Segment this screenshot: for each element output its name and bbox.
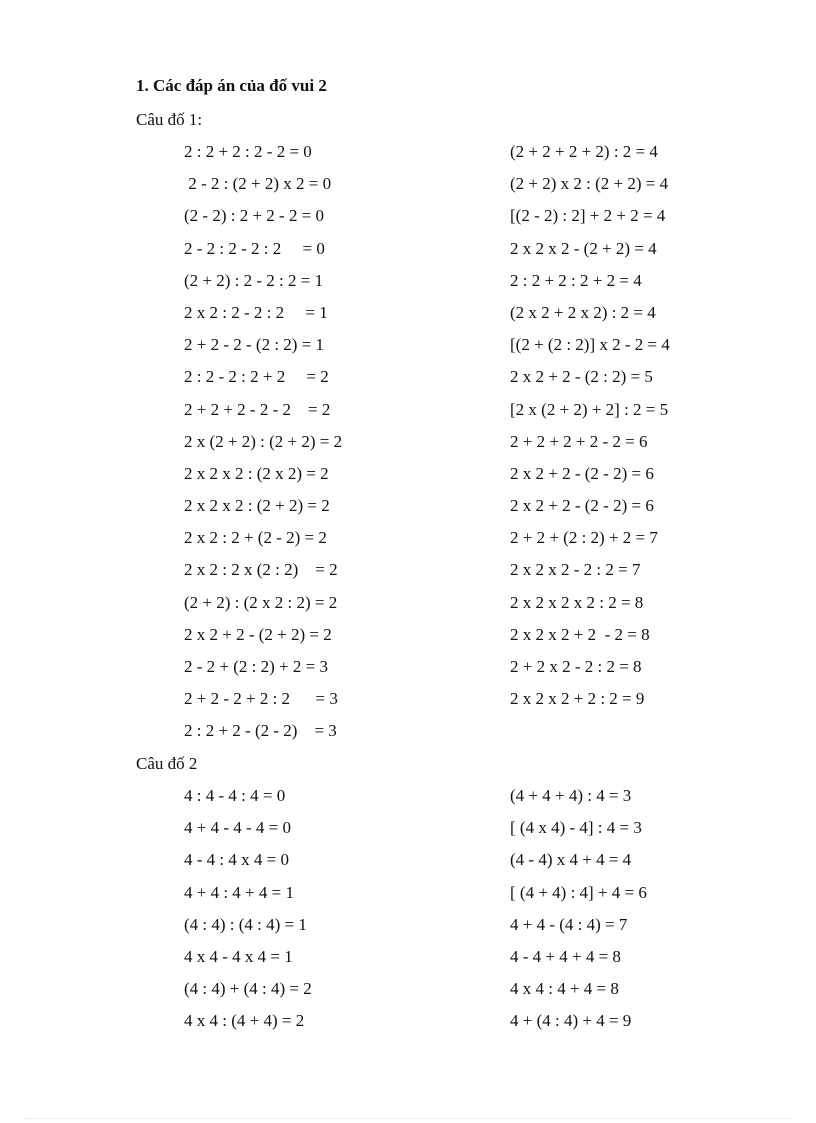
equation-line: 4 + 4 - (4 : 4) = 7 — [510, 914, 628, 934]
equation-line: 2 x 2 x 2 - (2 + 2) = 4 — [510, 238, 657, 258]
equation-line: 4 : 4 - 4 : 4 = 0 — [184, 786, 286, 805]
equation-line: (4 - 4) x 4 + 4 = 4 — [510, 850, 632, 870]
equation-line: 4 x 4 : (4 + 4) = 2 — [184, 1011, 305, 1031]
equation-line: 2 - 2 : 2 - 2 : 2 = 0 — [184, 238, 325, 258]
riddle-1-left-column — [184, 136, 342, 748]
page-bottom-divider — [24, 1118, 792, 1119]
equation-line: 2 x 2 x 2 + 2 : 2 = 9 — [510, 689, 645, 709]
equation-line: (4 : 4) + (4 : 4) = 2 — [184, 979, 312, 999]
equation-line: 2 x 2 : 2 - 2 : 2 = 1 — [184, 302, 328, 322]
equation-line: (2 + 2) : 2 - 2 : 2 = 1 — [184, 270, 324, 290]
equation-line: 2 x 2 x 2 : (2 + 2) = 2 — [184, 496, 330, 516]
equation-line: 2 - 2 + (2 : 2) + 2 = 3 — [184, 657, 328, 676]
equation-line: (2 - 2) : 2 + 2 - 2 = 0 — [184, 206, 325, 226]
equation-line: (2 + 2) : (2 x 2 : 2) = 2 — [184, 592, 338, 612]
equation-line: 4 x 4 - 4 x 4 = 1 — [184, 946, 293, 966]
equation-line: (4 + 4 + 4) : 4 = 3 — [510, 786, 632, 805]
riddle-2-left-column — [184, 780, 312, 1038]
equation-line: 2 x 2 x 2 + 2 - 2 = 8 — [510, 624, 650, 644]
equation-line: 4 - 4 + 4 + 4 = 8 — [510, 946, 621, 966]
equation-line: [(2 - 2) : 2] + 2 + 2 = 4 — [510, 206, 666, 226]
equation-line: 4 + 4 : 4 + 4 = 1 — [184, 882, 294, 902]
equation-line: (2 + 2 + 2 + 2) : 2 = 4 — [510, 142, 658, 161]
equation-line: 2 + 2 x 2 - 2 : 2 = 8 — [510, 657, 642, 676]
equation-line: [(2 + (2 : 2)] x 2 - 2 = 4 — [510, 335, 670, 355]
equation-line: 4 + 4 - 4 - 4 = 0 — [184, 818, 291, 838]
equation-line: 2 + 2 + 2 + 2 - 2 = 6 — [510, 431, 648, 451]
riddle-2-heading: Câu đố 2 — [136, 754, 198, 773]
document-title: 1. Các đáp án của đố vui 2 — [136, 76, 327, 95]
equation-line: 2 x 2 + 2 - (2 : 2) = 5 — [510, 367, 653, 387]
equation-line: 2 x 2 + 2 - (2 - 2) = 6 — [510, 463, 654, 483]
equation-line: 2 x 2 + 2 - (2 - 2) = 6 — [510, 496, 654, 516]
equation-line: [ (4 + 4) : 4] + 4 = 6 — [510, 882, 647, 902]
equation-line: 2 x 2 : 2 x (2 : 2) = 2 — [184, 560, 338, 580]
riddle-1-heading: Câu đố 1: — [136, 110, 203, 129]
equation-line: 2 : 2 + 2 : 2 - 2 = 0 — [184, 142, 312, 161]
equation-line: 2 x 2 + 2 - (2 + 2) = 2 — [184, 624, 332, 644]
equation-line: 2 : 2 + 2 - (2 - 2) = 3 — [184, 721, 337, 741]
equation-line: (4 : 4) : (4 : 4) = 1 — [184, 914, 307, 934]
equation-line: [ (4 x 4) - 4] : 4 = 3 — [510, 818, 642, 838]
equation-line: 4 + (4 : 4) + 4 = 9 — [510, 1011, 632, 1031]
equation-line: 2 : 2 + 2 : 2 + 2 = 4 — [510, 270, 642, 290]
equation-line: 2 + 2 + 2 - 2 - 2 = 2 — [184, 399, 331, 419]
equation-line: 2 + 2 - 2 + 2 : 2 = 3 — [184, 689, 338, 709]
equation-line: 2 x (2 + 2) : (2 + 2) = 2 — [184, 431, 343, 451]
equation-line: 2 + 2 - 2 - (2 : 2) = 1 — [184, 335, 325, 355]
equation-line: (2 + 2) x 2 : (2 + 2) = 4 — [510, 174, 669, 194]
equation-line: 2 x 2 x 2 x 2 : 2 = 8 — [510, 592, 644, 612]
riddle-2-right-column — [510, 780, 647, 1038]
equation-line: [2 x (2 + 2) + 2] : 2 = 5 — [510, 399, 669, 419]
equation-line: 4 - 4 : 4 x 4 = 0 — [184, 850, 289, 870]
equation-line: 2 + 2 + (2 : 2) + 2 = 7 — [510, 528, 658, 548]
equation-line: 2 x 2 : 2 + (2 - 2) = 2 — [184, 528, 327, 548]
equation-line: 2 - 2 : (2 + 2) x 2 = 0 — [184, 174, 332, 194]
equation-line: 2 x 2 x 2 - 2 : 2 = 7 — [510, 560, 641, 580]
riddle-1-right-column — [510, 136, 670, 715]
equation-line: (2 x 2 + 2 x 2) : 2 = 4 — [510, 302, 656, 322]
equation-line: 2 x 2 x 2 : (2 x 2) = 2 — [184, 463, 329, 483]
equation-line: 4 x 4 : 4 + 4 = 8 — [510, 979, 619, 999]
equation-line: 2 : 2 - 2 : 2 + 2 = 2 — [184, 367, 329, 387]
